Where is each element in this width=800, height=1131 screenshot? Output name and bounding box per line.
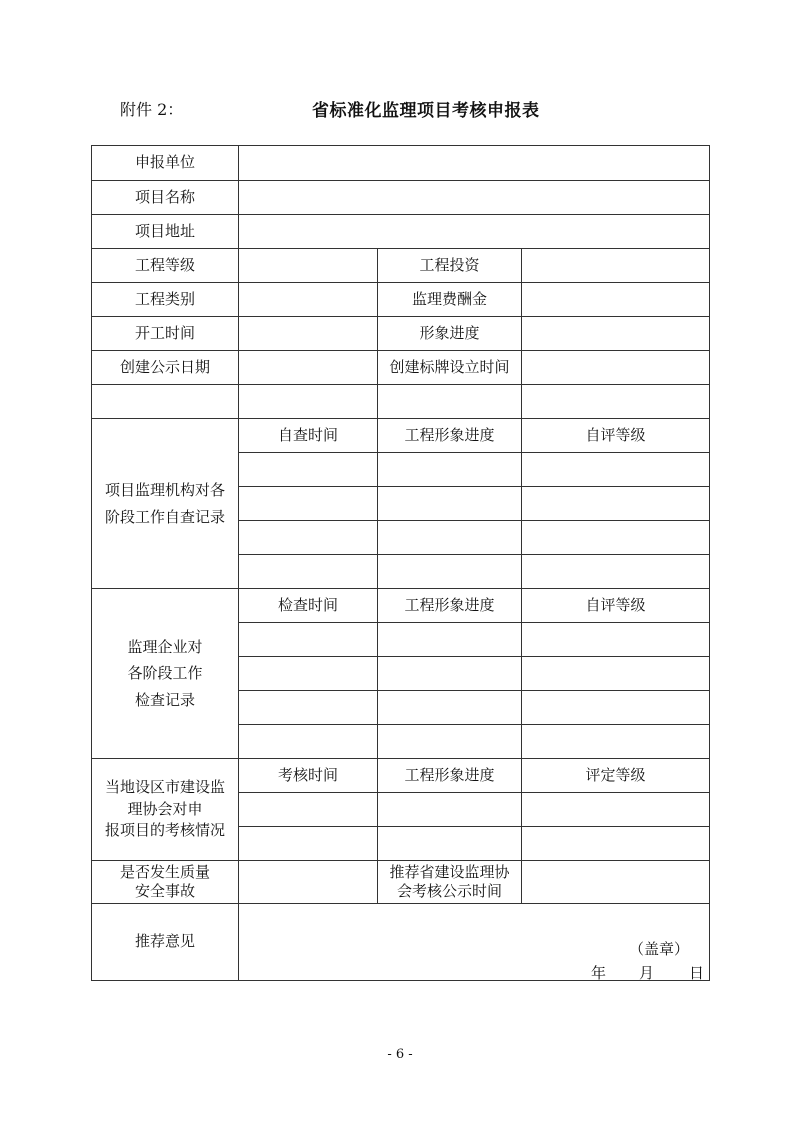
entry-cell[interactable] <box>239 555 378 589</box>
entry-cell[interactable] <box>522 555 710 589</box>
image-progress-label: 形象进度 <box>378 317 522 351</box>
assessment-grade-header: 评定等级 <box>522 759 710 793</box>
blank-cell[interactable] <box>522 385 710 419</box>
publicity-date-field[interactable] <box>239 351 378 385</box>
entry-cell[interactable] <box>378 623 522 657</box>
page-number: - 6 - <box>387 1047 413 1062</box>
entry-cell[interactable] <box>522 827 710 861</box>
entry-cell[interactable] <box>239 521 378 555</box>
entry-cell[interactable] <box>378 793 522 827</box>
publicity-date-label: 创建公示日期 <box>92 351 239 385</box>
entry-cell[interactable] <box>378 555 522 589</box>
project-name-field[interactable] <box>239 181 710 215</box>
self-inspection-time-header: 自查时间 <box>239 419 378 453</box>
entry-cell[interactable] <box>239 725 378 759</box>
table-row <box>92 351 710 385</box>
blank-cell[interactable] <box>378 385 522 419</box>
entry-cell[interactable] <box>239 827 378 861</box>
entry-cell[interactable] <box>239 453 378 487</box>
table-row <box>92 283 710 317</box>
applicant-unit-field[interactable] <box>239 146 710 181</box>
enterprise-inspection-progress-header: 工程形象进度 <box>378 589 522 623</box>
assessment-time-header: 考核时间 <box>239 759 378 793</box>
recommendation-field[interactable] <box>239 904 710 981</box>
project-category-field[interactable] <box>239 283 378 317</box>
entry-cell[interactable] <box>522 657 710 691</box>
association-assessment-label-line2: 理协会对申 <box>127 799 203 818</box>
association-publicity-time-label-line1: 推荐省建设监理协 <box>389 862 510 881</box>
quality-accident-label-line2: 安全事故 <box>134 882 195 900</box>
start-time-field[interactable] <box>239 317 378 351</box>
entry-cell[interactable] <box>239 623 378 657</box>
table-row <box>92 385 710 419</box>
self-inspection-label-line2: 阶段工作自查记录 <box>104 507 225 526</box>
association-assessment-label <box>92 759 239 861</box>
entry-cell[interactable] <box>239 793 378 827</box>
entry-cell[interactable] <box>239 691 378 725</box>
page-title: 省标准化监理项目考核申报表 <box>312 101 540 121</box>
seal-label: （盖章） <box>629 940 690 958</box>
enterprise-inspection-label-line1: 监理企业对 <box>127 638 203 657</box>
self-inspection-progress-header: 工程形象进度 <box>378 419 522 453</box>
project-grade-label: 工程等级 <box>92 249 239 283</box>
association-publicity-time-label-line2: 会考核公示时间 <box>396 882 502 900</box>
date-year-label: 年 <box>591 964 607 981</box>
recommendation-label: 推荐意见 <box>92 904 239 981</box>
entry-cell[interactable] <box>378 725 522 759</box>
application-form-table <box>91 145 710 981</box>
table-row <box>92 861 710 904</box>
enterprise-inspection-time-header: 检查时间 <box>239 589 378 623</box>
entry-cell[interactable] <box>522 487 710 521</box>
entry-cell[interactable] <box>378 827 522 861</box>
entry-cell[interactable] <box>522 521 710 555</box>
enterprise-inspection-label-line3: 检查记录 <box>134 690 195 709</box>
project-investment-label: 工程投资 <box>378 249 522 283</box>
supervision-fee-field[interactable] <box>522 283 710 317</box>
project-address-field[interactable] <box>239 215 710 249</box>
entry-cell[interactable] <box>522 623 710 657</box>
table-row <box>92 904 710 981</box>
attachment-label: 附件 2： <box>120 100 184 119</box>
supervision-fee-label: 监理费酬金 <box>378 283 522 317</box>
entry-cell[interactable] <box>378 521 522 555</box>
self-inspection-label-line1: 项目监理机构对各 <box>104 481 225 500</box>
association-publicity-time-label <box>378 861 522 904</box>
project-investment-field[interactable] <box>522 249 710 283</box>
project-grade-field[interactable] <box>239 249 378 283</box>
quality-accident-field[interactable] <box>239 861 378 904</box>
entry-cell[interactable] <box>522 725 710 759</box>
table-row <box>92 759 710 793</box>
table-row <box>92 589 710 623</box>
self-inspection-label <box>92 419 239 589</box>
applicant-unit-label: 申报单位 <box>92 146 239 181</box>
entry-cell[interactable] <box>378 453 522 487</box>
entry-cell[interactable] <box>522 691 710 725</box>
enterprise-inspection-grade-header: 自评等级 <box>522 589 710 623</box>
date-month-label: 月 <box>639 964 655 981</box>
enterprise-inspection-label-line2: 各阶段工作 <box>127 664 203 683</box>
project-name-label: 项目名称 <box>92 181 239 215</box>
entry-cell[interactable] <box>378 487 522 521</box>
quality-accident-label <box>92 861 239 904</box>
table-row <box>92 419 710 453</box>
self-inspection-grade-header: 自评等级 <box>522 419 710 453</box>
entry-cell[interactable] <box>378 657 522 691</box>
quality-accident-label-line1: 是否发生质量 <box>119 862 210 881</box>
sign-time-label: 创建标牌设立时间 <box>378 351 522 385</box>
table-row <box>92 317 710 351</box>
project-address-label: 项目地址 <box>92 215 239 249</box>
blank-cell[interactable] <box>239 385 378 419</box>
association-assessment-label-line1: 当地设区市建设监 <box>104 777 225 796</box>
enterprise-inspection-label <box>92 589 239 759</box>
table-row <box>92 181 710 215</box>
image-progress-field[interactable] <box>522 317 710 351</box>
assessment-progress-header: 工程形象进度 <box>378 759 522 793</box>
blank-cell[interactable] <box>92 385 239 419</box>
table-row <box>92 249 710 283</box>
entry-cell[interactable] <box>522 793 710 827</box>
date-day-label: 日 <box>689 964 705 981</box>
entry-cell[interactable] <box>239 487 378 521</box>
entry-cell[interactable] <box>378 691 522 725</box>
entry-cell[interactable] <box>522 453 710 487</box>
project-category-label: 工程类别 <box>92 283 239 317</box>
table-row <box>92 215 710 249</box>
entry-cell[interactable] <box>239 657 378 691</box>
association-assessment-label-line3: 报项目的考核情况 <box>104 821 225 840</box>
sign-time-field[interactable] <box>522 351 710 385</box>
association-publicity-time-field[interactable] <box>522 861 710 904</box>
start-time-label: 开工时间 <box>92 317 239 351</box>
table-row <box>92 146 710 181</box>
